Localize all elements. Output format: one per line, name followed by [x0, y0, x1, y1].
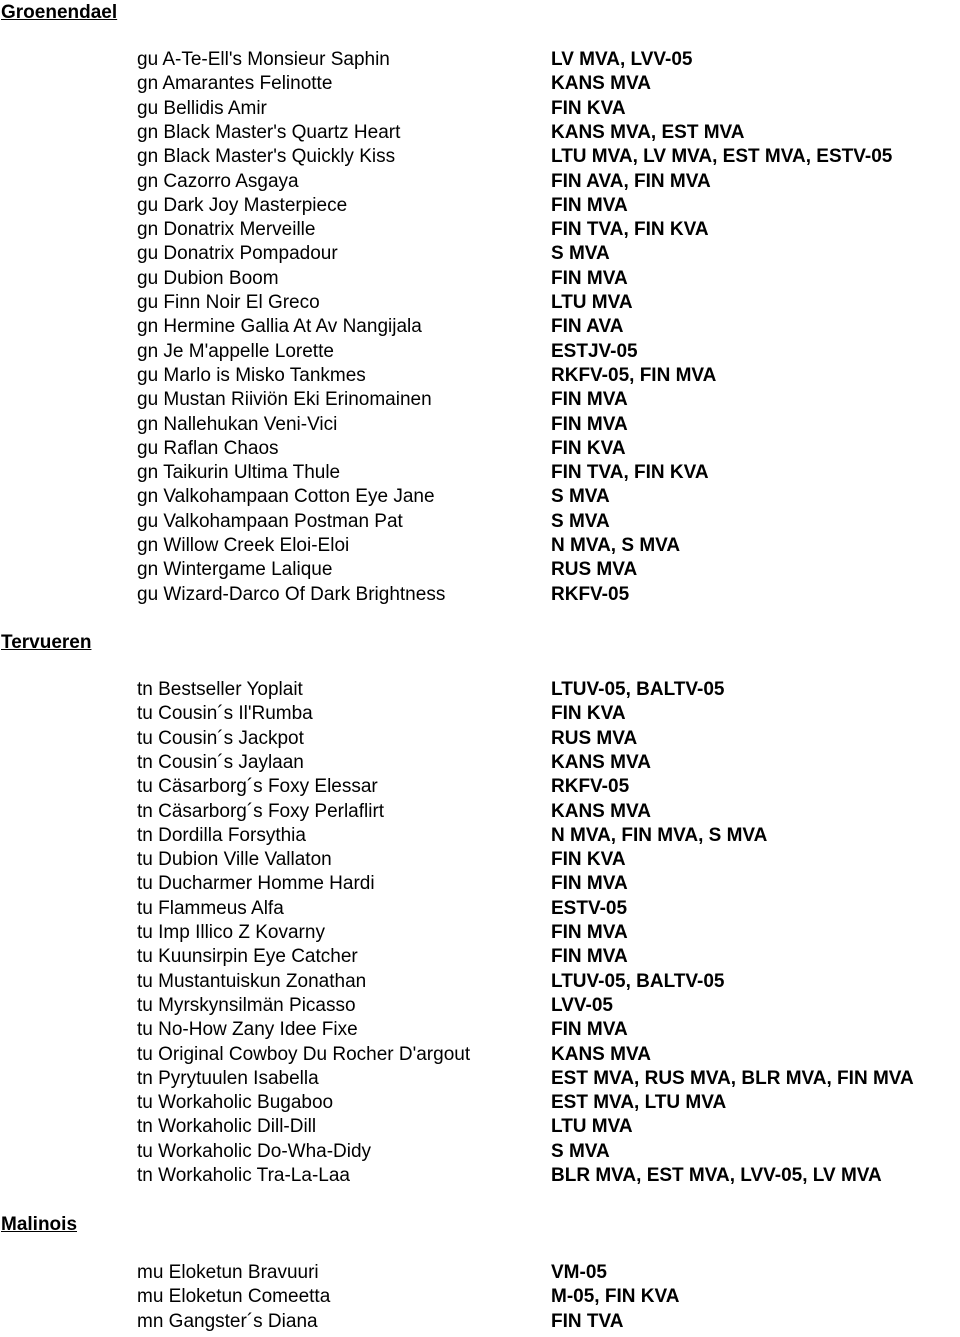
dog-titles: KANS MVA, EST MVA — [551, 121, 745, 143]
list-item — [0, 1043, 960, 1067]
dog-name: tu Imp Illico Z Kovarny — [137, 922, 325, 943]
list-item — [0, 1261, 960, 1285]
list-item — [0, 242, 960, 266]
list-item — [0, 678, 960, 702]
dog-titles: LTU MVA, LV MVA, EST MVA, ESTV-05 — [551, 146, 893, 168]
dog-name: gn Hermine Gallia At Av Nangijala — [137, 316, 422, 338]
dog-titles: FIN KVA — [551, 849, 626, 871]
dog-name: gu Donatrix Pompadour — [137, 243, 338, 265]
dog-name: gn Taikurin Ultima Thule — [137, 462, 341, 484]
dog-name: gu Dubion Boom — [137, 267, 279, 289]
dog-titles: FIN KVA — [551, 97, 626, 119]
dog-name: gu Marlo is Misko Tankmes — [137, 364, 366, 386]
list-item — [0, 121, 960, 145]
dog-titles: FIN MVA — [551, 922, 628, 943]
dog-name: gu Mustan Riiviön Eki Erinomainen — [137, 389, 432, 411]
list-item — [0, 1285, 960, 1309]
dog-titles: EST MVA, LTU MVA — [551, 1092, 727, 1114]
dog-titles: KANS MVA — [551, 751, 651, 773]
list-item — [0, 1091, 960, 1115]
list-item — [0, 267, 960, 291]
dog-name: tu Workaholic Bugaboo — [137, 1092, 334, 1114]
dog-titles: RKFV-05 — [551, 776, 630, 798]
dog-name: tu No-How Zany Idee Fixe — [137, 1019, 358, 1041]
dog-titles: LV MVA, LVV-05 — [551, 49, 693, 70]
dog-name: gu Wizard-Darco Of Dark Brightness — [137, 583, 446, 605]
dog-name: gn Black Master's Quartz Heart — [137, 121, 401, 143]
dog-name: tu Mustantuiskun Zonathan — [137, 970, 367, 992]
dog-titles: KANS MVA — [551, 1043, 651, 1065]
list-item — [0, 945, 960, 969]
list-item — [0, 437, 960, 461]
list-item — [0, 1115, 960, 1139]
dog-titles: FIN AVA — [551, 316, 624, 338]
section-heading-tervueren: Tervueren — [1, 632, 92, 653]
dog-name: tu Cousin´s Il'Rumba — [137, 703, 313, 725]
section-heading-groenendael: Groenendael — [1, 2, 118, 23]
dog-name: tu Original Cowboy Du Rocher D'argout — [137, 1043, 471, 1065]
dog-titles: FIN MVA — [551, 413, 628, 435]
dog-name: tn Cäsarborg´s Foxy Perlaflirt — [137, 800, 385, 822]
dog-name: tu Dubion Ville Vallaton — [137, 849, 332, 871]
list-item — [0, 921, 960, 945]
dog-titles: FIN MVA — [551, 389, 628, 411]
dog-titles: ESTJV-05 — [551, 340, 638, 362]
list-item — [0, 413, 960, 437]
list-item — [0, 1018, 960, 1042]
dog-titles: FIN MVA — [551, 1019, 628, 1041]
dog-name: mu Eloketun Bravuuri — [137, 1262, 319, 1283]
dog-titles: LVV-05 — [551, 994, 613, 1016]
dog-name: gn Nallehukan Veni-Vici — [137, 413, 338, 435]
dog-titles: S MVA — [551, 510, 610, 532]
list-item — [0, 340, 960, 364]
dog-name: tn Workaholic Dill-Dill — [137, 1116, 317, 1138]
list-item — [0, 702, 960, 726]
dog-titles: FIN TVA, FIN KVA — [551, 219, 709, 241]
dog-titles: FIN MVA — [551, 267, 628, 289]
dog-titles: BLR MVA, EST MVA, LVV-05, LV MVA — [551, 1165, 882, 1186]
dog-titles: M-05, FIN KVA — [551, 1286, 680, 1308]
dog-name: gn Willow Creek Eloi-Eloi — [137, 535, 350, 556]
dog-titles: FIN AVA, FIN MVA — [551, 170, 711, 192]
list-item — [0, 1140, 960, 1164]
list-item — [0, 534, 960, 558]
dog-titles: FIN MVA — [551, 194, 628, 216]
dog-name: gn Wintergame Lalique — [137, 559, 333, 581]
dog-titles: FIN KVA — [551, 703, 626, 725]
dog-name: gn Donatrix Merveille — [137, 219, 316, 241]
dog-titles: VM-05 — [551, 1262, 607, 1283]
dog-name: tn Pyrytuulen Isabella — [137, 1067, 319, 1089]
dog-titles: KANS MVA — [551, 800, 651, 822]
list-item — [0, 994, 960, 1018]
dog-name: tu Cousin´s Jackpot — [137, 727, 304, 749]
dog-name: tn Dordilla Forsythia — [137, 824, 306, 846]
list-item — [0, 218, 960, 242]
list-item — [0, 1310, 960, 1334]
dog-name: tn Bestseller Yoplait — [137, 679, 303, 700]
dog-titles: S MVA — [551, 486, 610, 508]
list-item — [0, 461, 960, 485]
dog-name: gu Raflan Chaos — [137, 437, 279, 459]
dog-titles: LTUV-05, BALTV-05 — [551, 679, 725, 700]
list-item — [0, 485, 960, 509]
dog-titles: FIN MVA — [551, 946, 628, 968]
list-item — [0, 510, 960, 534]
dog-titles: LTU MVA — [551, 1116, 633, 1138]
dog-name: gu Bellidis Amir — [137, 97, 267, 119]
dog-name: gu A-Te-Ell's Monsieur Saphin — [137, 49, 390, 70]
list-item — [0, 170, 960, 194]
dog-name: mu Eloketun Comeetta — [137, 1286, 331, 1308]
dog-name: gn Amarantes Felinotte — [137, 73, 333, 95]
list-item — [0, 872, 960, 896]
list-item — [0, 583, 960, 607]
list-item — [0, 364, 960, 388]
dog-name: gn Black Master's Quickly Kiss — [137, 146, 396, 168]
dog-titles: LTUV-05, BALTV-05 — [551, 970, 725, 992]
list-item — [0, 751, 960, 775]
dog-name: gn Cazorro Asgaya — [137, 170, 299, 192]
dog-name: gu Dark Joy Masterpiece — [137, 194, 348, 216]
dog-titles: S MVA — [551, 243, 610, 265]
dog-name: tn Workaholic Tra-La-Laa — [137, 1165, 350, 1186]
dog-name: tu Cäsarborg´s Foxy Elessar — [137, 776, 378, 798]
dog-name: gu Finn Noir El Greco — [137, 292, 320, 313]
list-item — [0, 824, 960, 848]
dog-titles: RUS MVA — [551, 559, 638, 581]
list-item — [0, 48, 960, 72]
list-item — [0, 72, 960, 96]
dog-titles: N MVA, S MVA — [551, 535, 681, 556]
dog-name: gn Valkohampaan Cotton Eye Jane — [137, 486, 435, 508]
list-item — [0, 1164, 960, 1188]
dog-titles: EST MVA, RUS MVA, BLR MVA, FIN MVA — [551, 1067, 914, 1089]
list-item — [0, 727, 960, 751]
dog-titles: RKFV-05 — [551, 583, 630, 605]
list-item — [0, 775, 960, 799]
dog-titles: FIN KVA — [551, 437, 626, 459]
dog-titles: S MVA — [551, 1140, 610, 1162]
dog-titles: LTU MVA — [551, 292, 633, 313]
list-item — [0, 194, 960, 218]
list-item — [0, 291, 960, 315]
dog-titles: RUS MVA — [551, 727, 638, 749]
dog-titles: KANS MVA — [551, 73, 651, 95]
dog-name: gu Valkohampaan Postman Pat — [137, 510, 403, 532]
dog-titles: ESTV-05 — [551, 897, 628, 919]
dog-name: mn Gangster´s Diana — [137, 1310, 318, 1332]
list-item — [0, 145, 960, 169]
dog-name: gn Je M'appelle Lorette — [137, 340, 334, 362]
dog-name: tn Cousin´s Jaylaan — [137, 751, 304, 773]
list-item — [0, 558, 960, 582]
dog-name: tu Workaholic Do-Wha-Didy — [137, 1140, 372, 1162]
list-item — [0, 97, 960, 121]
list-item — [0, 897, 960, 921]
dog-titles: FIN TVA — [551, 1310, 624, 1332]
dog-titles: FIN MVA — [551, 873, 628, 895]
dog-name: tu Kuunsirpin Eye Catcher — [137, 946, 358, 968]
list-item — [0, 388, 960, 412]
section-heading-malinois: Malinois — [1, 1214, 78, 1235]
list-item — [0, 970, 960, 994]
dog-name: tu Ducharmer Homme Hardi — [137, 873, 375, 895]
dog-titles: RKFV-05, FIN MVA — [551, 364, 717, 386]
list-item — [0, 315, 960, 339]
dog-name: tu Flammeus Alfa — [137, 897, 284, 919]
dog-titles: N MVA, FIN MVA, S MVA — [551, 824, 768, 846]
list-item — [0, 848, 960, 872]
dog-titles: FIN TVA, FIN KVA — [551, 462, 709, 484]
list-item — [0, 800, 960, 824]
dog-name: tu Myrskynsilmän Picasso — [137, 994, 356, 1016]
list-item — [0, 1067, 960, 1091]
